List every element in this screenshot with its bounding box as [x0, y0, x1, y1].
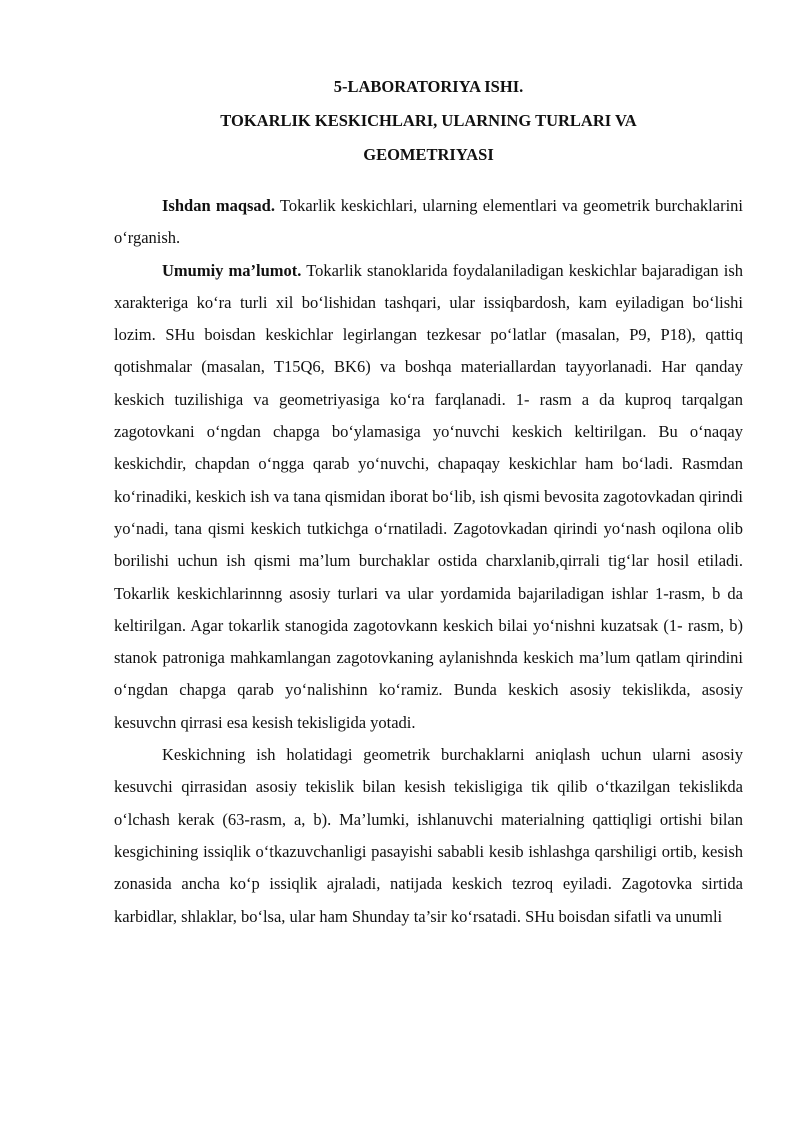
- paragraph-general-info: [114, 255, 743, 739]
- paragraph-text-general-info: Tokarlik stanoklarida foydalaniladigan keskichlar bajaradigan ish xarakteriga ko‘ra turli xil bo‘lishidan tashqari, ular issiqbardosh, kam eyiladigan bo‘lishi lozim. SHu boisdan keskichlar legirlangan tezkesar po‘latlar (masalan, P9, P18), qattiq qotishmalar (masalan, T15Q6, BK6) va boshqa materiallardan tayyorlanadi. Har qanday keskich tuzilishiga va geometriyasiga ko‘ra farqlanadi. 1- rasm a da kuproq tarqalgan zagotovkani o‘ngdan chapga bo‘ylamasiga yo‘nuvchi keskich keltirilgan. Bu o‘naqay keskichdir, chapdan o‘ngga qarab yo‘nuvchi, chapaqay keskichlar ham bo‘ladi. Rasmdan ko‘rinadiki, keskich ish va tana qismidan iborat bo‘lib, ish qismi bevosita zagotovkadan qirindi yo‘nadi, tana qismi keskich tutkichga o‘rnatiladi. Zagotovkadan qirindi yo‘nash oqilona olib borilishi uchun ish qismi ma’lum burchaklar ostida charxlanib,qirrali tig‘lar hosil etiladi. Tokarlik keskichlarinnng asosiy turlari va ular yordamida bajariladigan ishlar 1-rasm, b da keltirilgan. Agar tokarlik stanogida zagotovkann keskich bilai yo‘nishni kuzatsak (1- rasm, b) stanok patroniga mahkamlangan zagotovkaning aylanishnda keskich ma’lum qatlam qirindini o‘ngdan chapga qarab yo‘nalishinn ko‘ramiz. Bunda keskich asosiy tekislikda, asosiy kesuvchn qirrasi esa kesish tekisligida yotadi.: [114, 260, 743, 732]
- paragraph-purpose: [114, 190, 743, 255]
- title-line-1: 5-LABORATORIYA ISHI.: [333, 77, 524, 96]
- paragraph-lead-general-info: Umumiy ma’lumot.: [162, 260, 302, 280]
- document-title: [114, 70, 743, 172]
- paragraph-text-geometry: Keskichning ish holatidagi geometrik burchaklarni aniqlash uchun ularni asosiy kesuvchi qirrasidan asosiy tekislik bilan kesish tekisligiga tik qilib o‘tkazilgan tekislikda o‘lchash kerak (63-rasm, a, b). Ma’lumki, ishlanuvchi materialning qattiqligi ortishi bilan kesgichining issiqlik o‘tkazuvchanligi pasayishi sababli kesib ishlashga qarshiligi ortib, kesish zonasida ancha ko‘p issiqlik ajraladi, natijada keskich tezroq eyiladi. Zagotovka sirtida karbidlar, shlaklar, bo‘lsa, ular ham Shunday ta’sir ko‘rsatadi. SHu boisdan sifatli va unumli: [114, 745, 743, 926]
- document-page: [114, 70, 743, 933]
- paragraph-lead-purpose: Ishdan maqsad.: [162, 196, 275, 215]
- title-line-3: GEOMETRIYASI: [363, 145, 494, 164]
- paragraph-text-purpose: Tokarlik keskichlari, ularning elementlari va geometrik burchaklarini o‘rganish.: [114, 196, 743, 248]
- title-line-2: TOKARLIK KESKICHLARI, ULARNING TURLARI VA: [220, 111, 637, 130]
- paragraph-geometry: [114, 739, 743, 933]
